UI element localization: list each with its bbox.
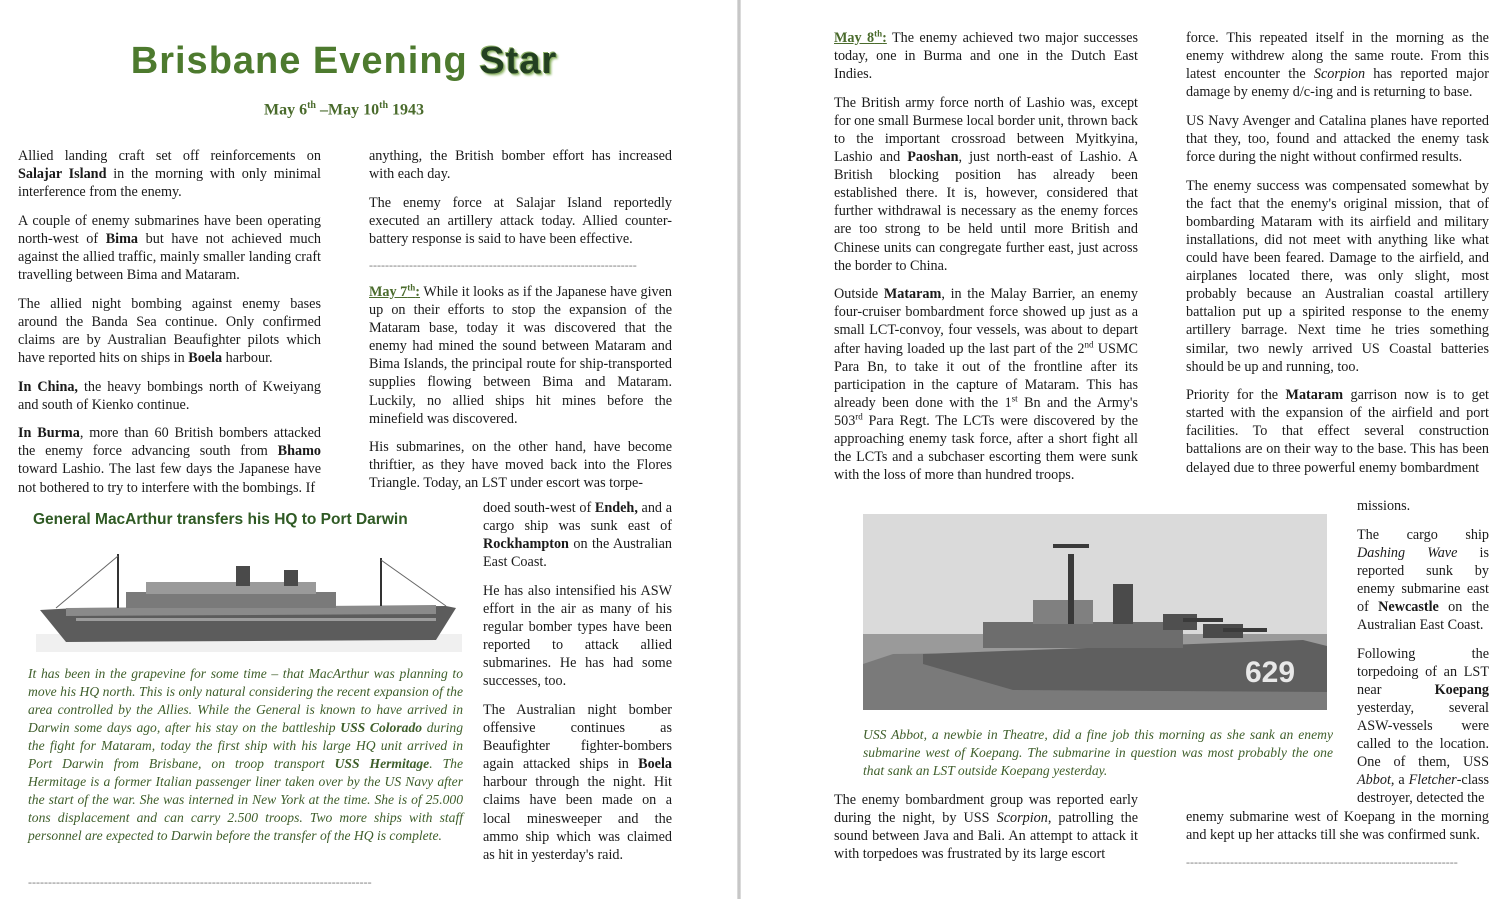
macarthur-headline: General MacArthur transfers his HQ to Port Darwin [33, 511, 408, 528]
article-paragraph: anything, the British bomber effort has increased with each day. [369, 148, 672, 183]
destroyer-illustration [863, 514, 1327, 710]
right-column-1 [834, 29, 1138, 495]
troop-transport-ship-illustration [36, 548, 462, 652]
article-paragraph: A couple of enemy submarines have been operating north-west of Bima but have not achieved much against the allied traffic, mainly smaller landing craft travelling between Bima and Mataram. [18, 212, 321, 284]
article-paragraph: The enemy bombardment group was reported early during the night, by USS Scorpion, patrolling the sound between Java and Bali. An attempt to attack it with torpedoes was frustrated by its large escort [834, 792, 1138, 863]
dateline-end: May 10 [328, 101, 380, 119]
right-column-2-narrow [1357, 497, 1489, 808]
article-paragraph: May 7th: While it looks as if the Japanese have given up on their efforts to stop the expansion of the Mataram base, today it was discovered that the enemy had mined the sound between Mataram and Bima Islands, the principal route for ship-transported supplies flowing between Bima and Mataram. Luckily, no allied ships hit mines before the minefield was discovered. [369, 282, 672, 427]
dateline-separator: – [316, 101, 328, 119]
article-paragraph: He has also intensified his ASW effort in the air as many of his regular bomber types have been reported to attack allied submarines. He has had some successes, too. [483, 582, 672, 690]
article-paragraph: In China, the heavy bombings north of Kweiyang and south of Kienko continue. [18, 378, 321, 413]
right-page [741, 0, 1509, 899]
section-date-may7: May 7th: [369, 282, 421, 300]
masthead-title-main: Brisbane Evening [130, 40, 468, 82]
dateline-year: 1943 [388, 101, 425, 119]
article-paragraph: Following the torpedoing of an LST near Koepang yesterday, several ASW-vessels were called to the location. One of them, USS Abbot, a Fletcher-class destroyer, detected the [1357, 645, 1489, 807]
hull-number: 629 [1245, 656, 1296, 689]
article-paragraph: The enemy force at Salajar Island reportedly executed an artillery attack today. Allied counter-battery response is said to have been effective. [369, 194, 672, 247]
right-column-2-top [1186, 29, 1489, 477]
article-paragraph: US Navy Avenger and Catalina planes have reported that they, too, found and attacked the enemy task force during the night without confirmed results. [1186, 112, 1489, 166]
right-column-1-bottom [834, 791, 1138, 874]
article-paragraph: The allied night bombing against enemy bases around the Banda Sea continue. Only confirmed claims are by Australian Beaufighter pilots which have reported hits on ships in Boela harbour. [18, 295, 321, 366]
section-divider: -------------------------------------------------------------------------------------- [28, 875, 372, 889]
section-divider: -------------------------------------------------------------------- [1186, 854, 1458, 869]
dateline-start-sup: th [307, 100, 316, 111]
left-page [0, 0, 737, 899]
left-column-1 [18, 147, 321, 507]
article-paragraph: doed south-west of Endeh, and a cargo ship was sunk east of Rockhampton on the Australian East Coast. [483, 500, 672, 571]
dateline-start: May 6 [263, 101, 308, 119]
article-paragraph: The enemy success was compensated somewhat by the fact that the enemy's original mission, that of bombarding Mataram with its airfield and military installations, did not meet with anything like what could have been feared. Damage to the airfield, and airplanes located there, was only slight, most probably because an Australian coastal artillery battalion put up a spirited response to the enemy artillery barrage. Next time he tries something similar, two newly arrived US Coastal batteries should be up and running, too. [1186, 177, 1489, 375]
left-column-2-bottom [483, 499, 672, 874]
article-paragraph-tail: enemy submarine west of Koepang in the morning and kept up her attacks till she was confirmed sunk. [1186, 809, 1489, 844]
uss-abbot-photo [863, 514, 1327, 710]
dateline-end-sup: th [379, 100, 389, 111]
article-paragraph: The cargo ship Dashing Wave is reported sunk by enemy submarine east of Newcastle on the Australian East Coast. [1357, 526, 1489, 634]
article-paragraph: Allied landing craft set off reinforcements on Salajar Island in the morning with only minimal interference from the enemy. [18, 148, 321, 201]
article-paragraph-tail: missions. [1357, 498, 1411, 514]
left-column-2-top [369, 147, 672, 503]
article-paragraph: His submarines, on the other hand, have become thriftier, as they have moved back into the Flores Triangle. Today, an LST under escort was torpe- [369, 439, 672, 492]
article-paragraph: Priority for the Mataram garrison now is to get started with the expansion of the airfield and port facilities. To that effect several construction battalions are on their way to the base. This has been delayed due to three powerful enemy bombardment [1186, 387, 1489, 476]
article-paragraph: The British army force north of Lashio was, except for one small Burmese local border unit, thrown back to the important crossroad between Myitkyina, Lashio and Paoshan, just north-east of Lashio. A British blocking position has already been established there. It is, however, considered that further withdrawal is necessary as the enemy forces are too strong to be held until more British and Chinese units can congregate further east, just across the border to China. [834, 94, 1139, 274]
right-column-2-bottom [1186, 808, 1489, 879]
section-divider: ------------------------------------------------------------------- [369, 258, 637, 273]
article-paragraph: The Australian night bomber offensive continues as Beaufighter fighter-bombers again attacked ships in Boela harbour through the night. Hit claims have been made on a local minesweeper and the ammo ship which was claimed as hit in yesterday's raid. [483, 701, 672, 863]
masthead-title-star: Star [479, 40, 558, 82]
article-paragraph: force. This repeated itself in the morning as the enemy withdrew along the same route. From this latest encounter the Scorpion has reported major damage by enemy d/c-ing and is returning to base. [1186, 30, 1489, 101]
article-paragraph: Outside Mataram, in the Malay Barrier, an enemy four-cruiser bombardment force showed up just as a small LCT-convoy, four vessels, was about to depart after having loaded up the last part of the 2nd USMC Para Bn, to take it out of the frontline after its participation in the capture of Mataram. This has already been done with the 1st Bn and the Army's 503rd Para Regt. The LCTs were discovered by the approaching enemy task force, after a short fight all the LCTs and a subchaser escorting them were sunk with the loss of more than hundred troops. [834, 286, 1138, 484]
article-paragraph: In Burma, more than 60 British bombers attacked the enemy force advancing south from Bhamo toward Lashio. The last few days the Japanese have not bothered to try to interfere with the bombings. If [18, 425, 321, 496]
issue-dateline [0, 100, 688, 119]
macarthur-caption: It has been in the grapevine for some time – that MacArthur was planning to move his HQ north. This is only natural considering the recent expansion of the area controlled by the Allies. While the General is known to have arrived in Darwin some days ago, after his stay on the battleship USS Colorado during the fight for Mataram, today the first ship with his large HQ unit arrived in Port Darwin from Brisbane, on troop transport USS Hermitage. The Hermitage is a former Italian passenger liner taken over by the US Navy after the start of the war. She was interned in New York at the time. She is of 25.000 tons displacement and can carry 2.500 troops. Two more ships with staff personnel are expected to Darwin before the transfer of the HQ is complete. [28, 666, 463, 843]
uss-abbot-caption: USS Abbot, a newbie in Theatre, did a fine job this morning as she sank an enemy submarine west of Koepang. The submarine in question was most probably the one that sank an LST outside Koepang yesterday. [863, 727, 1333, 778]
troop-transport-photo [36, 548, 462, 652]
article-paragraph: May 8th: The enemy achieved two major successes today, one in Burma and one in the Dutch East Indies. [834, 28, 1138, 83]
masthead-title [0, 40, 688, 83]
section-date-may8: May 8th: [834, 28, 887, 46]
